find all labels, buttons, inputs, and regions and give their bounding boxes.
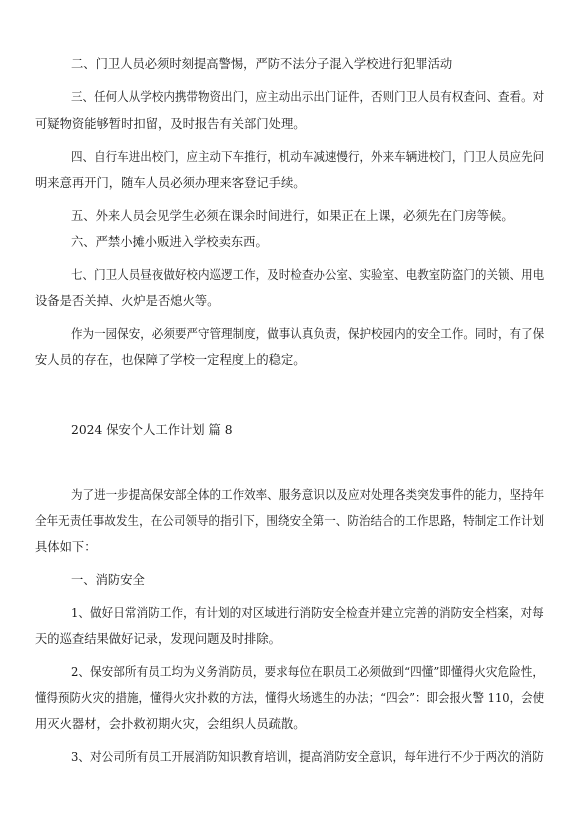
paragraph-line: 可疑物资能够暂时扣留，及时报告有关部门处理。 [35, 117, 306, 131]
subsection-heading: 一、消防安全 [71, 573, 145, 587]
paragraph-line: 三、任何人从学校内携带物资出门，应主动出示出门证件，否则门卫人员有权查问、查看。对 [71, 90, 545, 104]
paragraph-line: 五、外来人员会见学生必须在课余时间进行，如果正在上课，必须先在门房等候。 [71, 209, 514, 223]
paragraph-line: 六、严禁小摊小贩进入学校卖东西。 [71, 235, 268, 249]
paragraph-line: 懂得预防火灾的措施，懂得火灾扑救的方法，懂得火场逃生的办法；“四会”：即会报火警 110，会使 [35, 691, 545, 705]
paragraph-line: 3、对公司所有员工开展消防知识教育培训，提高消防安全意识，每年进行不少于两次的消防 [71, 750, 544, 764]
paragraph-line: 用灭火器材，会扑救初期火灾，会组织人员疏散。 [35, 717, 306, 731]
paragraph-line: 安人员的存在，也保障了学校一定程度上的稳定。 [35, 353, 306, 367]
paragraph-line: 全年无责任事故发生，在公司领导的指引下，围绕安全第一、防治结合的工作思路，特制定工作计划 [35, 514, 545, 528]
paragraph-line: 天的巡查结果做好记录，发现问题及时排除。 [35, 632, 281, 646]
paragraph-line: 1、做好日常消防工作，有计划的对区域进行消防安全检查并建立完善的消防安全档案，对每 [71, 606, 544, 620]
paragraph-line: 七、门卫人员昼夜做好校内巡逻工作，及时检查办公室、实验室、电教室防盗门的关锁、用电 [71, 268, 545, 282]
paragraph-line: 2、保安部所有员工均为义务消防员，要求每位在职员工必须做到“四懂”即懂得火灾危险性， [71, 665, 544, 679]
paragraph-line: 具体如下： [35, 540, 97, 554]
section-title: 2024 保安个人工作计划 篇 8 [71, 423, 233, 437]
paragraph-line: 作为一园保安，必须要严守管理制度，做事认真负责，保护校园内的安全工作。同时，有了保 [71, 327, 545, 341]
paragraph-line: 二、门卫人员必须时刻提高警惕，严防不法分子混入学校进行犯罪活动 [71, 57, 453, 71]
paragraph-line: 四、自行车进出校门，应主动下车推行，机动车减速慢行，外来车辆进校门，门卫人员应先问 [71, 150, 545, 164]
paragraph-line: 明来意再开门，随车人员必须办理来客登记手续。 [35, 176, 306, 190]
paragraph-line: 设备是否关掉、火炉是否熄火等。 [35, 294, 220, 308]
paragraph-line: 为了进一步提高保安部全体的工作效率、服务意识以及应对处理各类突发事件的能力，坚持年 [71, 488, 545, 502]
